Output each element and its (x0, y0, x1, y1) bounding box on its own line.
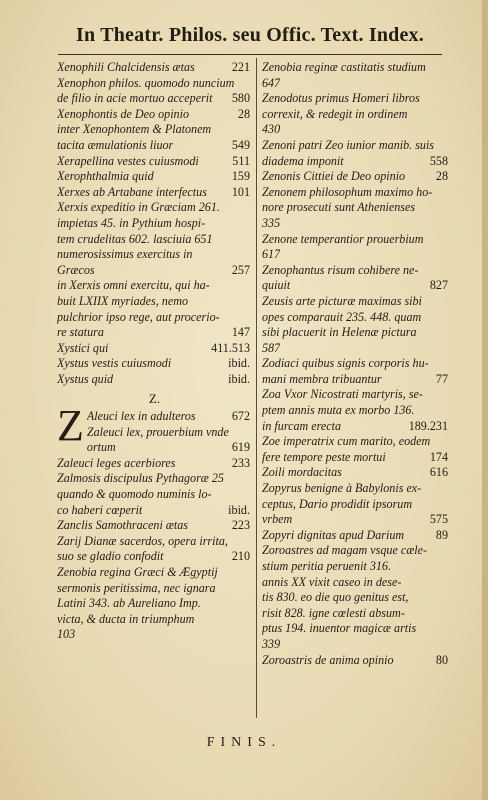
column-separator (256, 58, 257, 718)
index-entry (57, 278, 252, 340)
entry-line (57, 76, 250, 92)
entry-line (57, 612, 250, 628)
page-reference: ibid. (228, 502, 250, 517)
entry-text: 647 (262, 75, 281, 90)
entry-text: Latini 343. ab Aureliano Imp. (57, 596, 201, 611)
index-entry (262, 528, 450, 544)
entry-line (262, 107, 448, 123)
entry-line (262, 232, 448, 248)
entry-text: impietas 45. in Pythium hospi- (57, 215, 206, 230)
entry-line (262, 138, 448, 154)
entry-text: 430 (262, 122, 281, 137)
entry-text: ptus 194. inuentor magicæ artis (262, 621, 417, 636)
entry-text: Zenophantus risum cohibere ne- (262, 262, 419, 277)
entry-line (57, 232, 250, 248)
entry-line (57, 471, 250, 487)
entry-line (57, 581, 250, 597)
index-entry (262, 138, 450, 169)
entry-line (262, 200, 448, 216)
entry-line (57, 278, 250, 294)
entry-line (262, 387, 448, 403)
index-entry (262, 60, 450, 91)
page-reference: 189.231 (408, 418, 448, 433)
header-rule (58, 54, 442, 55)
entry-text: Zoe imperatrix cum marito, eodem (262, 434, 431, 449)
entry-line (57, 356, 250, 372)
entry-text: Zaleuci lex, prouerbium vnde (86, 424, 229, 439)
index-entry (262, 465, 450, 481)
entry-text: Zopyrus benigne à Babylonis ex- (262, 481, 422, 496)
index-entry (57, 154, 252, 170)
entry-line (262, 403, 448, 419)
index-entry (262, 91, 450, 138)
entry-line (57, 138, 250, 154)
entry-line (262, 450, 448, 466)
entry-line (57, 341, 250, 357)
index-entry (57, 107, 252, 123)
entry-line (57, 200, 250, 216)
page-reference: 221 (231, 60, 250, 74)
entry-line (57, 154, 250, 170)
entry-line (57, 372, 250, 388)
page-reference: 223 (231, 518, 250, 533)
index-entry (57, 425, 252, 456)
entry-line (57, 534, 250, 550)
entry-text: Zeusis arte picturæ maximas sibi (262, 293, 422, 308)
entry-text: mani membra tribuantur (262, 371, 382, 386)
entry-text: in furcam erecta (262, 418, 342, 433)
entry-line (262, 497, 448, 513)
entry-line (57, 627, 250, 643)
entry-line (57, 122, 250, 138)
entry-line (262, 185, 448, 201)
entry-line (87, 440, 250, 456)
index-entry (262, 543, 450, 652)
entry-line (262, 575, 448, 591)
entry-line (57, 325, 250, 341)
page-reference: 580 (231, 91, 250, 106)
page-reference: 89 (435, 527, 448, 542)
page-reference: 80 (435, 652, 448, 667)
entry-line (262, 606, 448, 622)
entry-line (262, 637, 448, 653)
entry-line (262, 481, 448, 497)
entry-line (57, 169, 250, 185)
entry-text: ortum (86, 440, 116, 455)
entry-line (262, 621, 448, 637)
entry-line (57, 565, 250, 581)
entry-text: numerosissimus exercitus in (57, 247, 193, 262)
entry-text: Xerxes ab Artabane interfectus (57, 184, 207, 199)
entry-line (57, 60, 250, 76)
entry-text: Xenophili Chalcidensis ætas (57, 60, 195, 74)
entry-line (262, 169, 448, 185)
entry-line (57, 216, 250, 232)
entry-text: Zoili mordacitas (262, 465, 342, 480)
index-entry (57, 471, 252, 518)
index-entry (57, 409, 252, 425)
entry-text: vrbem (262, 512, 293, 527)
entry-text: suo se gladio confodit (57, 549, 164, 564)
page-reference: 511 (232, 153, 250, 168)
entry-line (262, 372, 448, 388)
right-column (262, 60, 450, 668)
entry-line (262, 278, 448, 294)
page-reference: 159 (231, 169, 250, 184)
entry-line (57, 91, 250, 107)
entry-text: Xenophontis de Deo opinio (57, 106, 190, 121)
entry-text: sermonis peritissima, nec ignara (57, 580, 216, 595)
index-entry (262, 169, 450, 185)
index-entry (262, 387, 450, 434)
entry-line (57, 549, 250, 565)
index-entry (262, 294, 450, 356)
entry-line (262, 310, 448, 326)
page-reference: 549 (231, 137, 250, 152)
entry-line (262, 590, 448, 606)
entry-line (262, 543, 448, 559)
page-reference: ibid. (228, 356, 250, 371)
entry-line (262, 76, 448, 92)
entry-text: Zopyri dignitas apud Darium (262, 527, 405, 542)
page-reference: 257 (231, 262, 250, 277)
entry-line (57, 487, 250, 503)
entry-line (262, 247, 448, 263)
entry-line (262, 559, 448, 575)
entry-text: quando & quomodo numinis lo- (57, 487, 212, 502)
entry-text: Zanclis Samothraceni ætas (57, 518, 189, 533)
entry-line (57, 310, 250, 326)
entry-text: Zenodotus primus Homeri libros (262, 91, 420, 106)
entry-line (262, 263, 448, 279)
left-column (57, 60, 252, 643)
entry-line (262, 434, 448, 450)
index-entry (57, 356, 252, 372)
page-reference: 147 (231, 325, 250, 340)
entry-text: in Xerxis omni exercitu, qui ha- (57, 278, 210, 293)
entry-text: quiuit (262, 278, 291, 293)
entry-text: Zenoni patri Zeo iunior manib. suis (262, 137, 435, 152)
finis-mark: FINIS. (206, 735, 282, 750)
page-reference: 210 (231, 549, 250, 564)
index-entry (57, 372, 252, 388)
index-entry (57, 122, 252, 153)
page-reference: 174 (429, 449, 448, 464)
entry-text: Xystici qui (57, 340, 109, 355)
page-reference: 101 (231, 184, 250, 199)
entry-line (262, 341, 448, 357)
entry-line (87, 409, 250, 425)
entry-text: Zarij Dianæ sacerdos, opera irrita, (57, 533, 228, 548)
index-entry (262, 434, 450, 465)
entry-line (262, 512, 448, 528)
page-reference: 616 (429, 465, 448, 480)
entry-text: co haberi cœperit (57, 502, 143, 517)
index-entry (57, 534, 252, 565)
entry-text: tacita æmulationis liuor (57, 137, 174, 152)
entry-line (262, 122, 448, 138)
index-entry (262, 263, 450, 294)
page-reference: 233 (231, 455, 250, 470)
index-entry (57, 518, 252, 534)
entry-text: 335 (262, 215, 281, 230)
entry-text: victa, & ducta in triumphum (57, 611, 195, 626)
index-entry (57, 185, 252, 201)
entry-text: Græcos (57, 262, 95, 277)
entry-line (57, 185, 250, 201)
index-entry (262, 232, 450, 263)
entry-line (262, 528, 448, 544)
entry-line (262, 294, 448, 310)
entry-text: inter Xenophontem & Platonem (57, 122, 212, 137)
entry-text: ptem annis muta ex morbo 136. (262, 403, 415, 418)
entry-text: Xerapellina vestes cuiusmodi (57, 153, 199, 168)
entry-line (57, 518, 250, 534)
entry-text: ceptus, Dario prodidit ipsorum (262, 496, 413, 511)
entry-text: 587 (262, 340, 281, 355)
entry-text: Zenobia regina Græci & Ægyptij (57, 565, 218, 579)
entry-line (57, 456, 250, 472)
entry-text: Xerophthalmia quid (57, 169, 154, 184)
entry-line (57, 596, 250, 612)
page-reference: 28 (435, 169, 448, 184)
index-entry (57, 76, 252, 107)
section-letter: Z. (148, 391, 161, 407)
entry-text: Zenobia reginæ castitatis studium (262, 60, 426, 74)
entry-text: Xystus vestis cuiusmodi (57, 356, 172, 371)
index-entry (262, 185, 450, 232)
entry-text: Zenonem philosophum maximo ho- (262, 184, 433, 199)
page-reference: 28 (237, 106, 250, 121)
entry-text: Aleuci lex in adulteros (86, 409, 196, 424)
index-entry (57, 456, 252, 472)
index-entry (262, 356, 450, 387)
page-reference: 827 (429, 278, 448, 293)
entry-line (262, 419, 448, 435)
page-reference: 575 (429, 512, 448, 527)
entry-text: Zoroastres ad magam vsque cæle- (262, 543, 428, 558)
entry-text: correxit, & redegit in ordinem (262, 106, 408, 121)
entry-line (262, 60, 448, 76)
entry-line (262, 216, 448, 232)
entry-text: Zoroastris de anima opinio (262, 652, 394, 667)
entry-text: Zalmosis discipulus Pythagoræ 25 (57, 471, 224, 486)
index-entry (57, 341, 252, 357)
page-reference: ibid. (228, 371, 250, 386)
index-entry (57, 60, 252, 76)
entry-line (262, 154, 448, 170)
entry-text: Zoa Vxor Nicostrati martyris, se- (262, 387, 423, 402)
entry-line (87, 425, 250, 441)
page-reference: 77 (435, 371, 448, 386)
page-reference: 619 (231, 440, 250, 455)
entry-text: diadema imponit (262, 153, 344, 168)
entry-text: stium peritia peruenit 316. (262, 559, 391, 573)
entry-line (57, 107, 250, 123)
entry-line (57, 263, 250, 279)
entry-text: buit LXIIX myriades, nemo (57, 293, 188, 308)
entry-text: Xerxis expeditio in Græciam 261. (57, 200, 220, 215)
entry-line (262, 325, 448, 341)
index-entry (262, 653, 450, 669)
drop-capital: Z (57, 401, 84, 451)
index-entry (57, 169, 252, 185)
entry-text: Zaleuci leges acerbiores (57, 455, 176, 470)
entry-text: sibi placuerit in Helenæ pictura (262, 325, 417, 340)
entry-text: tem crudelitas 602. lasciuia 651 (57, 231, 213, 246)
entry-text: risit 828. igne cœlesti absum- (262, 605, 405, 620)
entry-text: re statura (57, 325, 104, 340)
entry-text: Xenophon philos. quomodo nuncium (57, 75, 235, 90)
entry-text: 103 (57, 627, 76, 642)
entry-line (262, 356, 448, 372)
entry-text: tis 830. eo die quo genitus est, (262, 590, 409, 605)
entry-text: de filio in acie mortuo acceperit (57, 91, 213, 106)
page-reference: 411.513 (211, 340, 250, 355)
page-reference: 672 (231, 409, 250, 424)
entry-line (57, 503, 250, 519)
entry-line (262, 465, 448, 481)
entry-text: 339 (262, 636, 281, 651)
entry-text: Zenone temperantior prouerbium (262, 231, 424, 246)
entry-text: fere tempore peste mortui (262, 449, 386, 464)
entry-text: pulchrior ipso rege, aut procerio- (57, 309, 220, 324)
index-entry (57, 565, 252, 643)
entry-text: 617 (262, 247, 281, 262)
entry-text: nore prosecuti sunt Athenienses (262, 200, 416, 215)
page-reference: 558 (429, 153, 448, 168)
entry-text: annis XX vixit caseo in dese- (262, 574, 402, 589)
entry-line (262, 91, 448, 107)
page-header: In Theatr. Philos. seu Offic. Text. Index. (76, 24, 424, 46)
entry-text: Zenonis Cittiei de Deo opinio (262, 169, 406, 184)
entry-line (262, 653, 448, 669)
index-entry (57, 200, 252, 278)
entry-text: opes comparauit 235. 448. quam (262, 309, 422, 324)
entry-line (57, 294, 250, 310)
index-entry (262, 481, 450, 528)
entry-line (57, 247, 250, 263)
entry-text: Zodiaci quibus signis corporis hu- (262, 356, 429, 371)
entry-text: Xystus quid (57, 371, 114, 386)
